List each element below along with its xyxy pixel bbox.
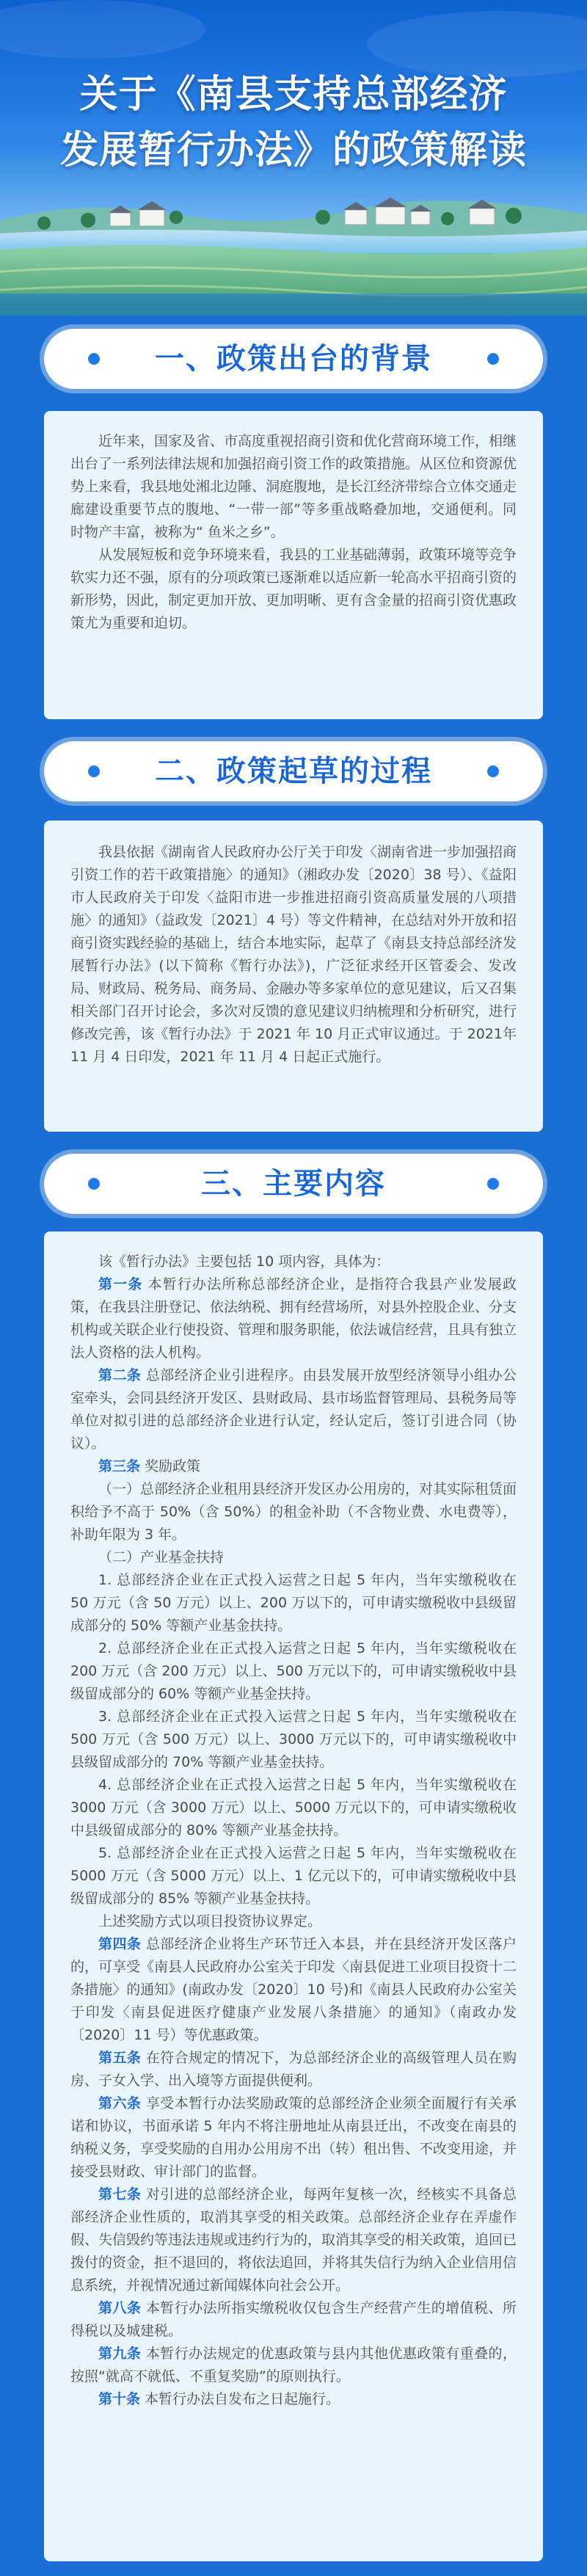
section-1-heading-text: 一、政策出台的背景 [155, 342, 432, 376]
fund-tier-3: 3. 总部经济企业在正式投入运营之日起 5 年内，当年实缴税收在 500 万元（含 500 万元）以上、3000 万元以下的，可申请实缴税收中县级留成部分的 70% 等额产业基金扶持。 [70, 1709, 517, 1770]
dot-icon [487, 1178, 499, 1190]
article-label: 第五条 [98, 2050, 142, 2066]
section-3-heading-text: 三、主要内容 [201, 1167, 386, 1201]
article-label: 第八条 [98, 2300, 142, 2316]
section-3-card [44, 1231, 543, 2561]
article-text: 本暂行办法规定的优惠政策与县内其他优惠政策有重叠的，按照“就高不就低、不重复奖励”的原则执行。 [70, 2346, 517, 2384]
section-1-heading [44, 329, 543, 389]
article-text: 本暂行办法所称总部经济企业，是指符合我县产业发展政策，在我县注册登记、依法纳税、拥有经营场所，对县外控股企业、分支机构或关联企业行使投资、管理和服务职能，依法诚信经营，且具有独立法人资格的法人机构。 [70, 1276, 517, 1361]
article-text: 总部经济企业将生产环节迁入本县，并在县经济开发区落户的，可享受《南县人民政府办公室关于印发〈南县促进工业项目投资十二条措施〉的通知》(南政办发〔2020〕10 号)和《南县人民政府办公室关于印发〈南县促进医疗健康产业发展八条措施〉的通知》（南政办发〔2020〕11 号）等优惠政策。 [70, 1936, 517, 2043]
page-title-line-2: 发展暂行办法》的政策解读 [59, 128, 527, 172]
article-10 [70, 2388, 517, 2411]
article-text: 总部经济企业引进程序。由县发展开放型经济领导小组办公室牵头，会同县经济开发区、县财政局、县市场监督管理局、县税务局等单位对拟引进的总部经济企业进行认定，经认定后，签订引进合同（协议）。 [70, 1367, 517, 1452]
article-label: 第七条 [98, 2186, 142, 2202]
article-7 [70, 2183, 517, 2297]
dot-icon [487, 353, 499, 365]
article-label: 第二条 [98, 1367, 142, 1383]
article-2 [70, 1364, 517, 1455]
article-text: 本暂行办法自发布之日起施行。 [140, 2391, 340, 2407]
section-2-card [44, 821, 543, 1132]
article-label: 第一条 [98, 1276, 143, 1292]
article-6 [70, 2092, 517, 2183]
dot-icon [88, 1178, 100, 1190]
article-label: 第九条 [98, 2346, 142, 2362]
fund-tier-4: 4. 总部经济企业在正式投入运营之日起 5 年内，当年实缴税收在 3000 万元（含 3000 万元）以上、5000 万元以下的，可申请实缴税收中县级留成部分的 80% 等额产业基金扶持。 [70, 1777, 517, 1838]
article-label: 第三条 [98, 1458, 141, 1474]
article-text: 在符合规定的情况下，为总部经济企业的高级管理人员在购房、子女入学、出入境等方面提供便利。 [70, 2050, 517, 2089]
article-text: 本暂行办法所指实缴税收仅包含生产经营产生的增值税、所得税以及城建税。 [70, 2300, 517, 2339]
section-3-intro: 该《暂行办法》主要包括 10 项内容，具体为： [98, 1254, 390, 1270]
article-text: 奖励政策 [140, 1458, 201, 1474]
article-3-note: 上述奖励方式以项目投资协议界定。 [98, 1913, 322, 1929]
article-label: 第六条 [98, 2095, 142, 2111]
article-9 [70, 2343, 517, 2388]
article-4 [70, 1933, 517, 2047]
article-text: 享受本暂行办法奖励政策的总部经济企业须全面履行有关承诺和协议，书面承诺 5 年内不将注册地址从南县迁出，不改变在南县的纳税义务，享受奖励的自用办公用房不出（转）租出售、不改变用途，并接受县财政、审计部门的监督。 [70, 2095, 517, 2180]
fund-tier-1: 1. 总部经济企业在正式投入运营之日起 5 年内，当年实缴税收在 50 万元（含 50 万元）以上、200 万以下的，可申请实缴税收中县级留成部分的 50% 等额产业基金扶持。 [70, 1572, 517, 1634]
article-5 [70, 2047, 517, 2092]
article-8 [70, 2297, 517, 2343]
section-1-para-1: 近年来，国家及省、市高度重视招商引资和优化营商环境工作，相继出台了一系列法律法规和加强招商引资工作的政策措施。从区位和资源优势上来看，我县地处湘北边陲、洞庭腹地，是长江经济带综合立体交通走廊建设重要节点的腹地、“一带一部”等多重战略叠加地，交通便利。同时物产丰富，被称为“ 鱼米之乡”。 [70, 433, 517, 540]
article-3-fund-heading: （二）产业基金扶持 [98, 1549, 225, 1565]
article-label: 第四条 [98, 1936, 142, 1952]
section-1-para-2: 从发展短板和竞争环境来看，我县的工业基础薄弱，政策环境等竞争软实力还不强，原有的分项政策已逐渐难以适应新一轮高水平招商引资的新形势，因此，制定更加开放、更加明晰、更有含金量的招商引资优惠政策尤为重要和迫切。 [70, 547, 517, 631]
article-3 [70, 1455, 517, 1478]
dot-icon [88, 765, 100, 777]
header-banner [0, 0, 587, 316]
article-3-rent-subsidy: （一）总部经济企业租用县经济开发区办公用房的，对其实际租赁面积给予不高于 50%（含 50%）的租金补助（不含物业费、水电费等），补助年限为 3 年。 [70, 1481, 517, 1543]
article-1 [70, 1273, 517, 1364]
fund-tier-2: 2. 总部经济企业在正式投入运营之日起 5 年内，当年实缴税收在 200 万元（含 200 万元）以上、500 万元以下的，可申请实缴税收中县级留成部分的 60% 等额产业基金扶持。 [70, 1640, 517, 1702]
page-title-line-1: 关于《南县支持总部经济 [79, 73, 508, 117]
section-1-card [44, 411, 543, 719]
article-text: 对引进的总部经济企业，每两年复核一次，经核实不具备总部经济企业性质的，取消其享受的相关政策。总部经济企业存在弄虚作假、失信毁约等违法违规或违约行为的，取消其享受的相关政策，追回已拨付的资金，拒不退回的，将依法追回，并将其失信行为纳入企业信用信息系统，并视情况通过新闻媒体向社会公开。 [70, 2186, 517, 2293]
dot-icon [88, 353, 100, 365]
fund-tier-5: 5. 总部经济企业在正式投入运营之日起 5 年内，当年实缴税收在 5000 万元（含 5000 万元）以上、1 亿元以下的，可申请实缴税收中县级留成部分的 85% 等额产业基金扶持。 [70, 1845, 517, 1907]
section-2-heading-text: 二、政策起草的过程 [155, 754, 432, 788]
section-2-para: 我县依据《湖南省人民政府办公厅关于印发〈湖南省进一步加强招商引资工作的若干政策措施〉的通知》（湘政办发〔2020〕38 号）、《益阳市人民政府关于印发〈益阳市进一步推进招商引资高质量发展的八项措施〉的通知》（益政发〔2021〕4 号）等文件精神，在总结对外开放和招商引资实践经验的基础上，结合本地实际，起草了《南县支持总部经济发展暂行办法》(以下简称《暂行办法》)，广泛征求经开区管委会、发改局、财政局、税务局、商务局、金融办等多家单位的意见建议，后又召集相关部门召开讨论会，多次对反馈的意见建议归纳梳理和分析研究，进行修改完善，该《暂行办法》于 2021 年 10 月正式审议通过。于 2021年 11 月 4 日印发，2021 年 11 月 4 日起正式施行。 [70, 844, 517, 1065]
dot-icon [487, 765, 499, 777]
section-2-heading [44, 741, 543, 801]
article-label: 第十条 [98, 2391, 141, 2407]
section-3-heading [44, 1154, 543, 1214]
